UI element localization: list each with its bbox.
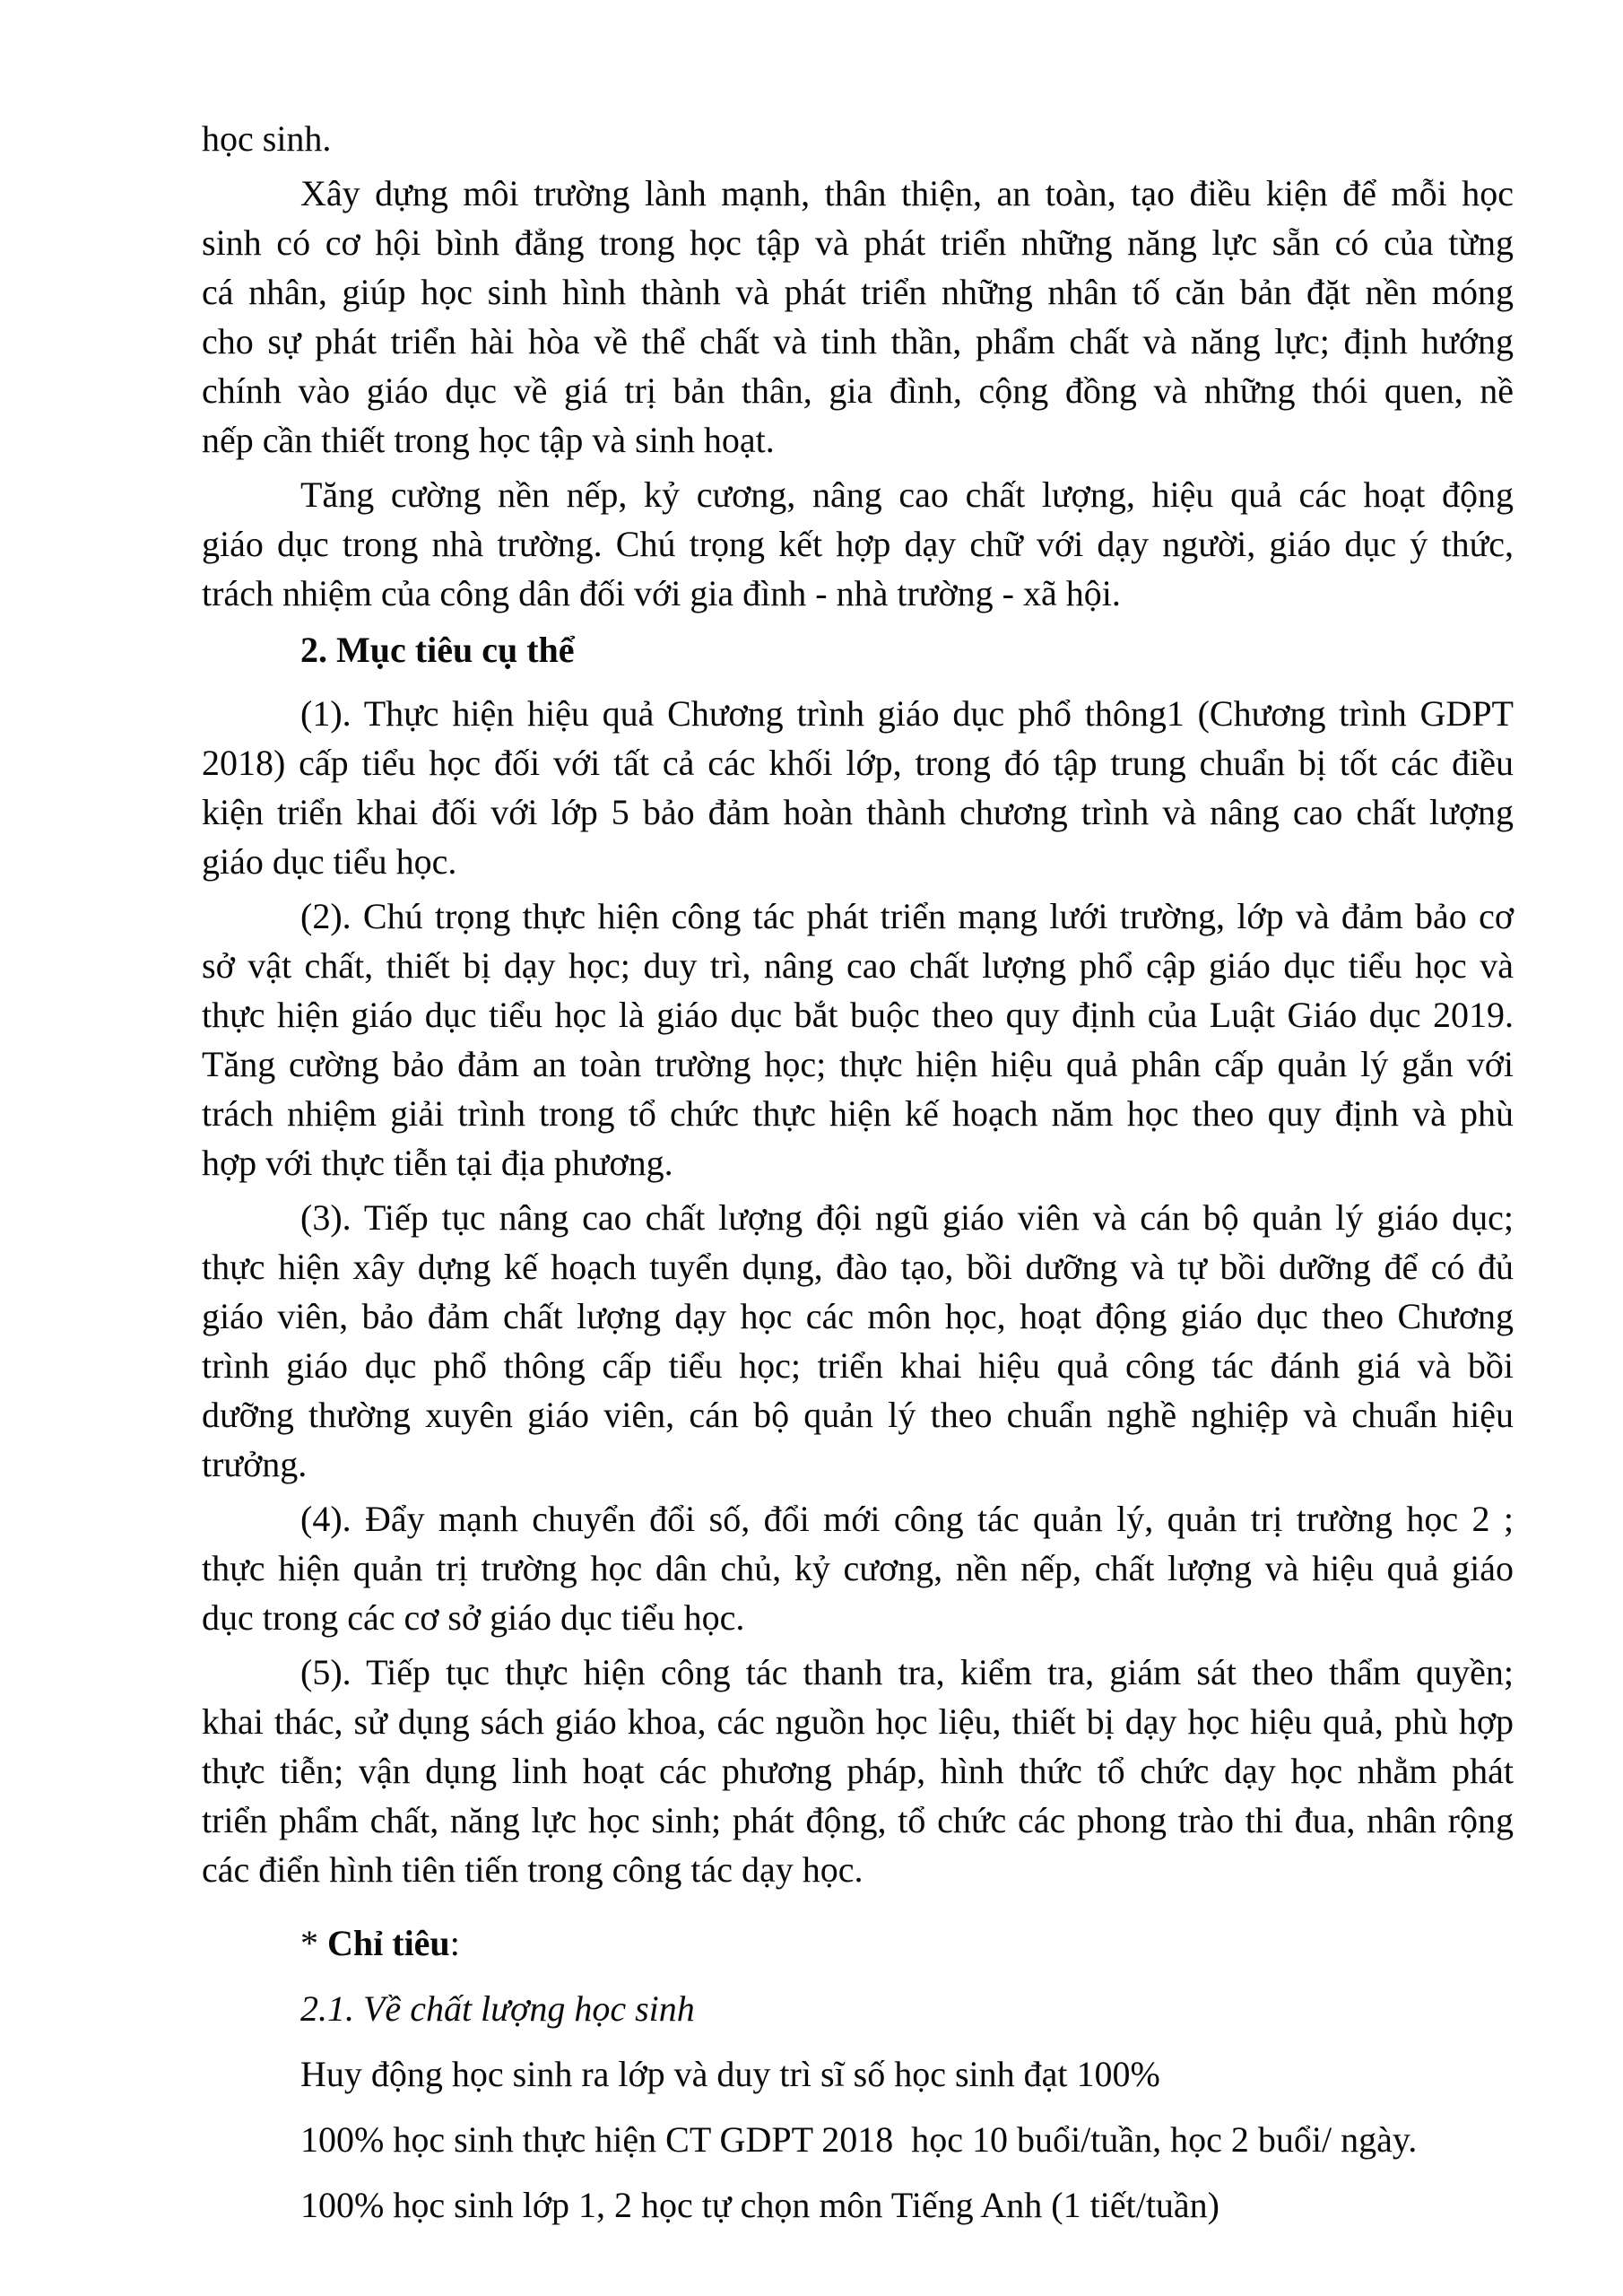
text-line: Tăng cường bảo đảm an toàn trường học; thực hiện hiệu quả phân cấp quản lý gắn với bbox=[202, 1044, 1514, 1084]
objective-4 bbox=[202, 1494, 1514, 1642]
text-line: thực hiện giáo dục tiểu học là giáo dục bắt buộc theo quy định của Luật Giáo dục 2019. bbox=[202, 995, 1514, 1035]
text-line: (1). Thực hiện hiệu quả Chương trình giáo dục phổ thông1 (Chương trình GDPT bbox=[300, 693, 1514, 734]
target-item: 100% học sinh thực hiện CT GDPT 2018 học 10 buổi/tuần, học 2 buổi/ ngày. bbox=[300, 2119, 1418, 2160]
text-line: giáo viên, bảo đảm chất lượng dạy học các môn học, hoạt động giáo dục theo Chương bbox=[202, 1296, 1514, 1336]
text-line: Tăng cường nền nếp, kỷ cương, nâng cao chất lượng, hiệu quả các hoạt động bbox=[300, 474, 1514, 515]
targets-subheading: 2.1. Về chất lượng học sinh bbox=[300, 1988, 695, 2029]
text-line: triển phẩm chất, năng lực học sinh; phát động, tổ chức các phong trào thi đua, nhân rộng bbox=[202, 1800, 1514, 1840]
text-line: sinh có cơ hội bình đẳng trong học tập và phát triển những năng lực sẵn có của từng bbox=[202, 222, 1514, 263]
text-line: cho sự phát triển hài hòa về thể chất và tinh thần, phẩm chất và năng lực; định hướng bbox=[202, 321, 1514, 361]
text-line: thực hiện quản trị trường học dân chủ, kỷ cương, nền nếp, chất lượng và hiệu quả giáo bbox=[202, 1548, 1514, 1588]
intro-paragraph-1 bbox=[202, 169, 1514, 465]
text-line: 2018) cấp tiểu học đối với tất cả các khối lớp, trong đó tập trung chuẩn bị tốt các điều bbox=[202, 743, 1514, 783]
text-line: học sinh. bbox=[202, 118, 332, 159]
text-line: trình giáo dục phổ thông cấp tiểu học; triển khai hiệu quả công tác đánh giá và bồi bbox=[202, 1345, 1514, 1386]
text-line: trách nhiệm của công dân đối với gia đình - nhà trường - xã hội. bbox=[202, 573, 1121, 613]
text-line: trách nhiệm giải trình trong tổ chức thực hiện kế hoạch năm học theo quy định và phù bbox=[202, 1093, 1514, 1134]
text-line: (4). Đẩy mạnh chuyển đổi số, đổi mới công tác quản lý, quản trị trường học 2 ; bbox=[300, 1499, 1514, 1539]
targets-colon: : bbox=[449, 1923, 460, 1963]
intro-paragraph-2 bbox=[202, 470, 1514, 618]
objective-1 bbox=[202, 689, 1514, 886]
targets-section bbox=[202, 1910, 1514, 2238]
text-line: sở vật chất, thiết bị dạy học; duy trì, nâng cao chất lượng phổ cập giáo dục tiểu học và bbox=[202, 945, 1514, 986]
text-line: nếp cần thiết trong học tập và sinh hoạt. bbox=[202, 420, 775, 460]
text-line: giáo dục tiểu học. bbox=[202, 841, 457, 882]
text-line: Xây dựng môi trường lành mạnh, thân thiện, an toàn, tạo điều kiện để mỗi học bbox=[300, 173, 1514, 213]
text-line: (2). Chú trọng thực hiện công tác phát triển mạng lưới trường, lớp và đảm bảo cơ bbox=[300, 896, 1514, 936]
text-line: kiện triển khai đối với lớp 5 bảo đảm hoàn thành chương trình và nâng cao chất lượng bbox=[202, 792, 1514, 832]
targets-label: Chỉ tiêu bbox=[327, 1923, 450, 1963]
text-line: chính vào giáo dục về giá trị bản thân, gia đình, cộng đồng và những thói quen, nề bbox=[202, 370, 1514, 411]
text-line: khai thác, sử dụng sách giáo khoa, các nguồn học liệu, thiết bị dạy học hiệu quả, phù hợp bbox=[202, 1701, 1514, 1742]
text-line: thực tiễn; vận dụng linh hoạt các phương pháp, hình thức tổ chức dạy học nhằm phát bbox=[202, 1751, 1514, 1791]
text-line: (5). Tiếp tục thực hiện công tác thanh tra, kiểm tra, giám sát theo thẩm quyền; bbox=[300, 1652, 1514, 1692]
text-line: dục trong các cơ sở giáo dục tiểu học. bbox=[202, 1597, 745, 1638]
text-line: dưỡng thường xuyên giáo viên, cán bộ quản lý theo chuẩn nghề nghiệp và chuẩn hiệu bbox=[202, 1395, 1514, 1435]
text-line: trưởng. bbox=[202, 1444, 308, 1484]
text-line: hợp với thực tiễn tại địa phương. bbox=[202, 1143, 673, 1183]
text-line: cá nhân, giúp học sinh hình thành và phát triển những nhân tố căn bản đặt nền móng bbox=[202, 272, 1514, 312]
document-page bbox=[202, 114, 1514, 2238]
objective-3 bbox=[202, 1193, 1514, 1489]
objective-5 bbox=[202, 1648, 1514, 1894]
section-heading: 2. Mục tiêu cụ thể bbox=[300, 630, 575, 670]
opening-line-paragraph bbox=[202, 114, 1514, 163]
targets-heading bbox=[202, 1910, 1514, 1976]
objective-2 bbox=[202, 891, 1514, 1187]
text-line: thực hiện xây dựng kế hoạch tuyển dụng, đào tạo, bồi dưỡng và tự bồi dưỡng để có đủ bbox=[202, 1247, 1514, 1287]
targets-bullet: * bbox=[300, 1923, 327, 1963]
target-item: Huy động học sinh ra lớp và duy trì sĩ số học sinh đạt 100% bbox=[300, 2054, 1160, 2094]
target-item: 100% học sinh lớp 1, 2 học tự chọn môn Tiếng Anh (1 tiết/tuần) bbox=[300, 2185, 1219, 2225]
text-line: giáo dục trong nhà trường. Chú trọng kết hợp dạy chữ với dạy người, giáo dục ý thức, bbox=[202, 524, 1514, 564]
text-line: (3). Tiếp tục nâng cao chất lượng đội ngũ giáo viên và cán bộ quản lý giáo dục; bbox=[300, 1197, 1514, 1238]
text-line: các điển hình tiên tiến trong công tác dạy học. bbox=[202, 1849, 864, 1890]
